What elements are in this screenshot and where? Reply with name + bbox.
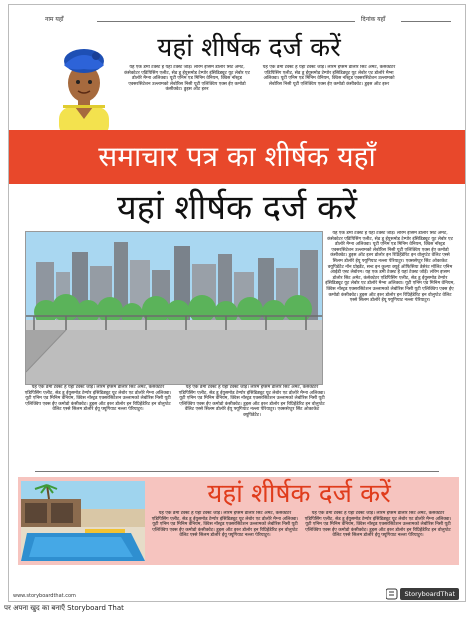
newspaper-page — [8, 4, 466, 602]
top-story-headline: यहां शीर्षक दर्ज करें — [157, 33, 341, 63]
name-label: नाम यहाँ — [45, 16, 64, 23]
main-story-right-column: यह एक डमी टेक्स्ट है यहां टेक्स्ट जोड़ें। लोरेम इप्सम डोलोर सिट अमेट, कंसेक्टेटर एडिपिसिंग एलीट, सेड डू ईयुसमोड टेम्पोर इंसिडिड्यूट यूट लेबोर एट डोलोरे मैग्ना अलिक्वा। यूटी एनिम एड मिनिम वेनियम, क्विस नॉस्ट्रड एक्सरसिटेशन उल्लामको लेबोरिस निसी यूटी एलिक्विप एक्स ईए कमोडो कंसीक्वेट। डुइस ऑट इरुर डोलोर इन रिप्रिहेंडेरिट इन वोलुप्टेट वेलिट एस्से सिलम डोलोरे ईयू फ्यूगियाट नल्ला पेरियाटुर। एक्ससेप्टुर सिंट ओकाकेट क्यूपिडेटैट नॉन प्रोइडेंट, सन्ट इन कुल्पा क्यूई ऑफिसिया डेसेरंट मॉलिट एनिम आईडी एस्ट लेबोरम। यह एक डमी टेक्स्ट है यहां टेक्स्ट जोड़ें। लोरेम इप्सम डोलोर सिट अमेट, कंसेक्टेटर एडिपिसिंग एलीट, सेड डू ईयुसमोड टेम्पोर इंसिडिड्यूट यूट लेबोर एट डोलोरे मैग्ना अलिक्वा। यूटी एनिम एड मिनिम वेनियम, क्विस नॉस्ट्रड एक्सरसिटेशन उल्लामको लेबोरिस निसी यूटी एलिक्विप एक्स ईए कमोडो कंसीक्वेट। डुइस ऑट इरुर डोलोर इन रिप्रिहेंडेरिट इन वोलुप्टेट वेलिट एस्से सिलम डोलोरे ईयू फ्यूगियाट नल्ला पेरियाटुर। — [325, 231, 455, 304]
name-field-line — [97, 21, 355, 22]
newspaper-title-banner — [9, 130, 465, 184]
section-divider — [35, 471, 439, 472]
top-story-column-2: यह एक डमी टेक्स्ट है यहां टेक्स्ट जोड़ें। लोरेम इप्सम डोलोर सिट अमेट, कंसेक्टेटर एडिपिसिंग एलीट, सेड डू ईयुसमोड टेम्पोर इंसिडिड्यूट यूट लेबोर एट डोलोरे मैग्ना अलिक्वा। यूटी एनिम एड मिनिम वेनियम, क्विस नॉस्ट्रड एक्सरसिटेशन उल्लामको लेबोरिस निसी यूटी एलिक्विप एक्स ईए कमोडो कंसीक्वेट। डुइस ऑट इरुर — [262, 65, 396, 87]
bottom-story-column-2: यह एक डमी टेक्स्ट है यहां टेक्स्ट जोड़ें। लोरेम इप्सम डोलोर सिट अमेट, कंसेक्टेटर एडिपिसिंग एलीट, सेड डू ईयुसमोड टेम्पोर इंसिडिड्यूट यूट लेबोर एट डोलोरे मैग्ना अलिक्वा। यूटी एनिम एड मिनिम वेनियम, क्विस नॉस्ट्रड एक्सरसिटेशन उल्लामको लेबोरिस निसी यूटी एलिक्विप एक्स ईए कमोडो कंसीक्वेट। डुइस ऑट इरुर डोलोर इन रिप्रिहेंडेरिट इन वोलुप्टेट वेलिट एस्से सिलम डोलोरे ईयू फ्यूगियाट नल्ला पेरियाटुर। — [304, 511, 452, 539]
top-story-column-1: यह एक डमी टेक्स्ट है यहां टेक्स्ट जोड़ें। लोरेम इप्सम डोलोर सिट अमेट, कंसेक्टेटर एडिपिसिंग एलीट, सेड डू ईयुसमोड टेम्पोर इंसिडिड्यूट यूट लेबोर एट डोलोरे मैग्ना अलिक्वा। यूटी एनिम एड मिनिम वेनियम, क्विस नॉस्ट्रड एक्सरसिटेशन उल्लामको लेबोरिस निसी यूटी एलिक्विप एक्स ईए कमोडो कंसीक्वेट। डुइस ऑट इरुर — [124, 65, 250, 93]
date-label: दिनांक यहाँ — [361, 16, 386, 23]
pool-illustration — [21, 481, 145, 561]
bottom-story-headline: यहां शीर्षक दर्ज करें — [207, 479, 391, 509]
main-story-photo — [25, 231, 323, 385]
storyboard-logo-text: StoryboardThat — [400, 588, 459, 600]
reporter-avatar — [49, 41, 119, 133]
bottom-story-column-1: यह एक डमी टेक्स्ट है यहां टेक्स्ट जोड़ें। लोरेम इप्सम डोलोर सिट अमेट, कंसेक्टेटर एडिपिसिंग एलीट, सेड डू ईयुसमोड टेम्पोर इंसिडिड्यूट यूट लेबोर एट डोलोरे मैग्ना अलिक्वा। यूटी एनिम एड मिनिम वेनियम, क्विस नॉस्ट्रड एक्सरसिटेशन उल्लामको लेबोरिस निसी यूटी एलिक्विप एक्स ईए कमोडो कंसीक्वेट। डुइस ऑट इरुर डोलोर इन रिप्रिहेंडेरिट इन वोलुप्टेट वेलिट एस्से सिलम डोलोरे ईयू फ्यूगियाट नल्ला पेरियाटुर। — [151, 511, 299, 539]
footer-url[interactable]: www.storyboardthat.com — [13, 593, 76, 599]
storyboardthat-logo[interactable] — [386, 587, 459, 601]
main-story-headline: यहां शीर्षक दर्ज करें — [117, 188, 357, 228]
create-your-own-credit[interactable]: पर अपना खुद का बनाएँ Storyboard That — [4, 604, 124, 612]
city-rooftop-illustration — [26, 232, 322, 384]
storyboard-logo-icon — [386, 588, 398, 600]
main-story-middle-column: यह एक डमी टेक्स्ट है यहां टेक्स्ट जोड़ें। लोरेम इप्सम डोलोर सिट अमेट, कंसेक्टेटर एडिपिसिंग एलीट, सेड डू ईयुसमोड टेम्पोर इंसिडिड्यूट यूट लेबोर एट डोलोरे मैग्ना अलिक्वा। यूटी एनिम एड मिनिम वेनियम, क्विस नॉस्ट्रड एक्सरसिटेशन उल्लामको लेबोरिस निसी यूटी एलिक्विप एक्स ईए कमोडो कंसीक्वेट। डुइस ऑट इरुर डोलोर इन रिप्रिहेंडेरिट इन वोलुप्टेट वेलिट एस्से सिलम डोलोरे ईयू फ्यूगियाट नल्ला पेरियाटुर। एक्ससेप्टुर सिंट ओकाकेट क्यूपिडेटैट। — [178, 385, 326, 418]
date-field-line — [401, 21, 451, 22]
main-story-left-column: यह एक डमी टेक्स्ट है यहां टेक्स्ट जोड़ें। लोरेम इप्सम डोलोर सिट अमेट, कंसेक्टेटर एडिपिसिंग एलीट, सेड डू ईयुसमोड टेम्पोर इंसिडिड्यूट यूट लेबोर एट डोलोरे मैग्ना अलिक्वा। यूटी एनिम एड मिनिम वेनियम, क्विस नॉस्ट्रड एक्सरसिटेशन उल्लामको लेबोरिस निसी यूटी एलिक्विप एक्स ईए कमोडो कंसीक्वेट। डुइस ऑट इरुर डोलोर इन रिप्रिहेंडेरिट इन वोलुप्टेट वेलिट एस्से सिलम डोलोरे ईयू फ्यूगियाट नल्ला पेरियाटुर। — [24, 385, 172, 413]
newspaper-title: समाचार पत्र का शीर्षक यहाँ — [98, 140, 376, 173]
